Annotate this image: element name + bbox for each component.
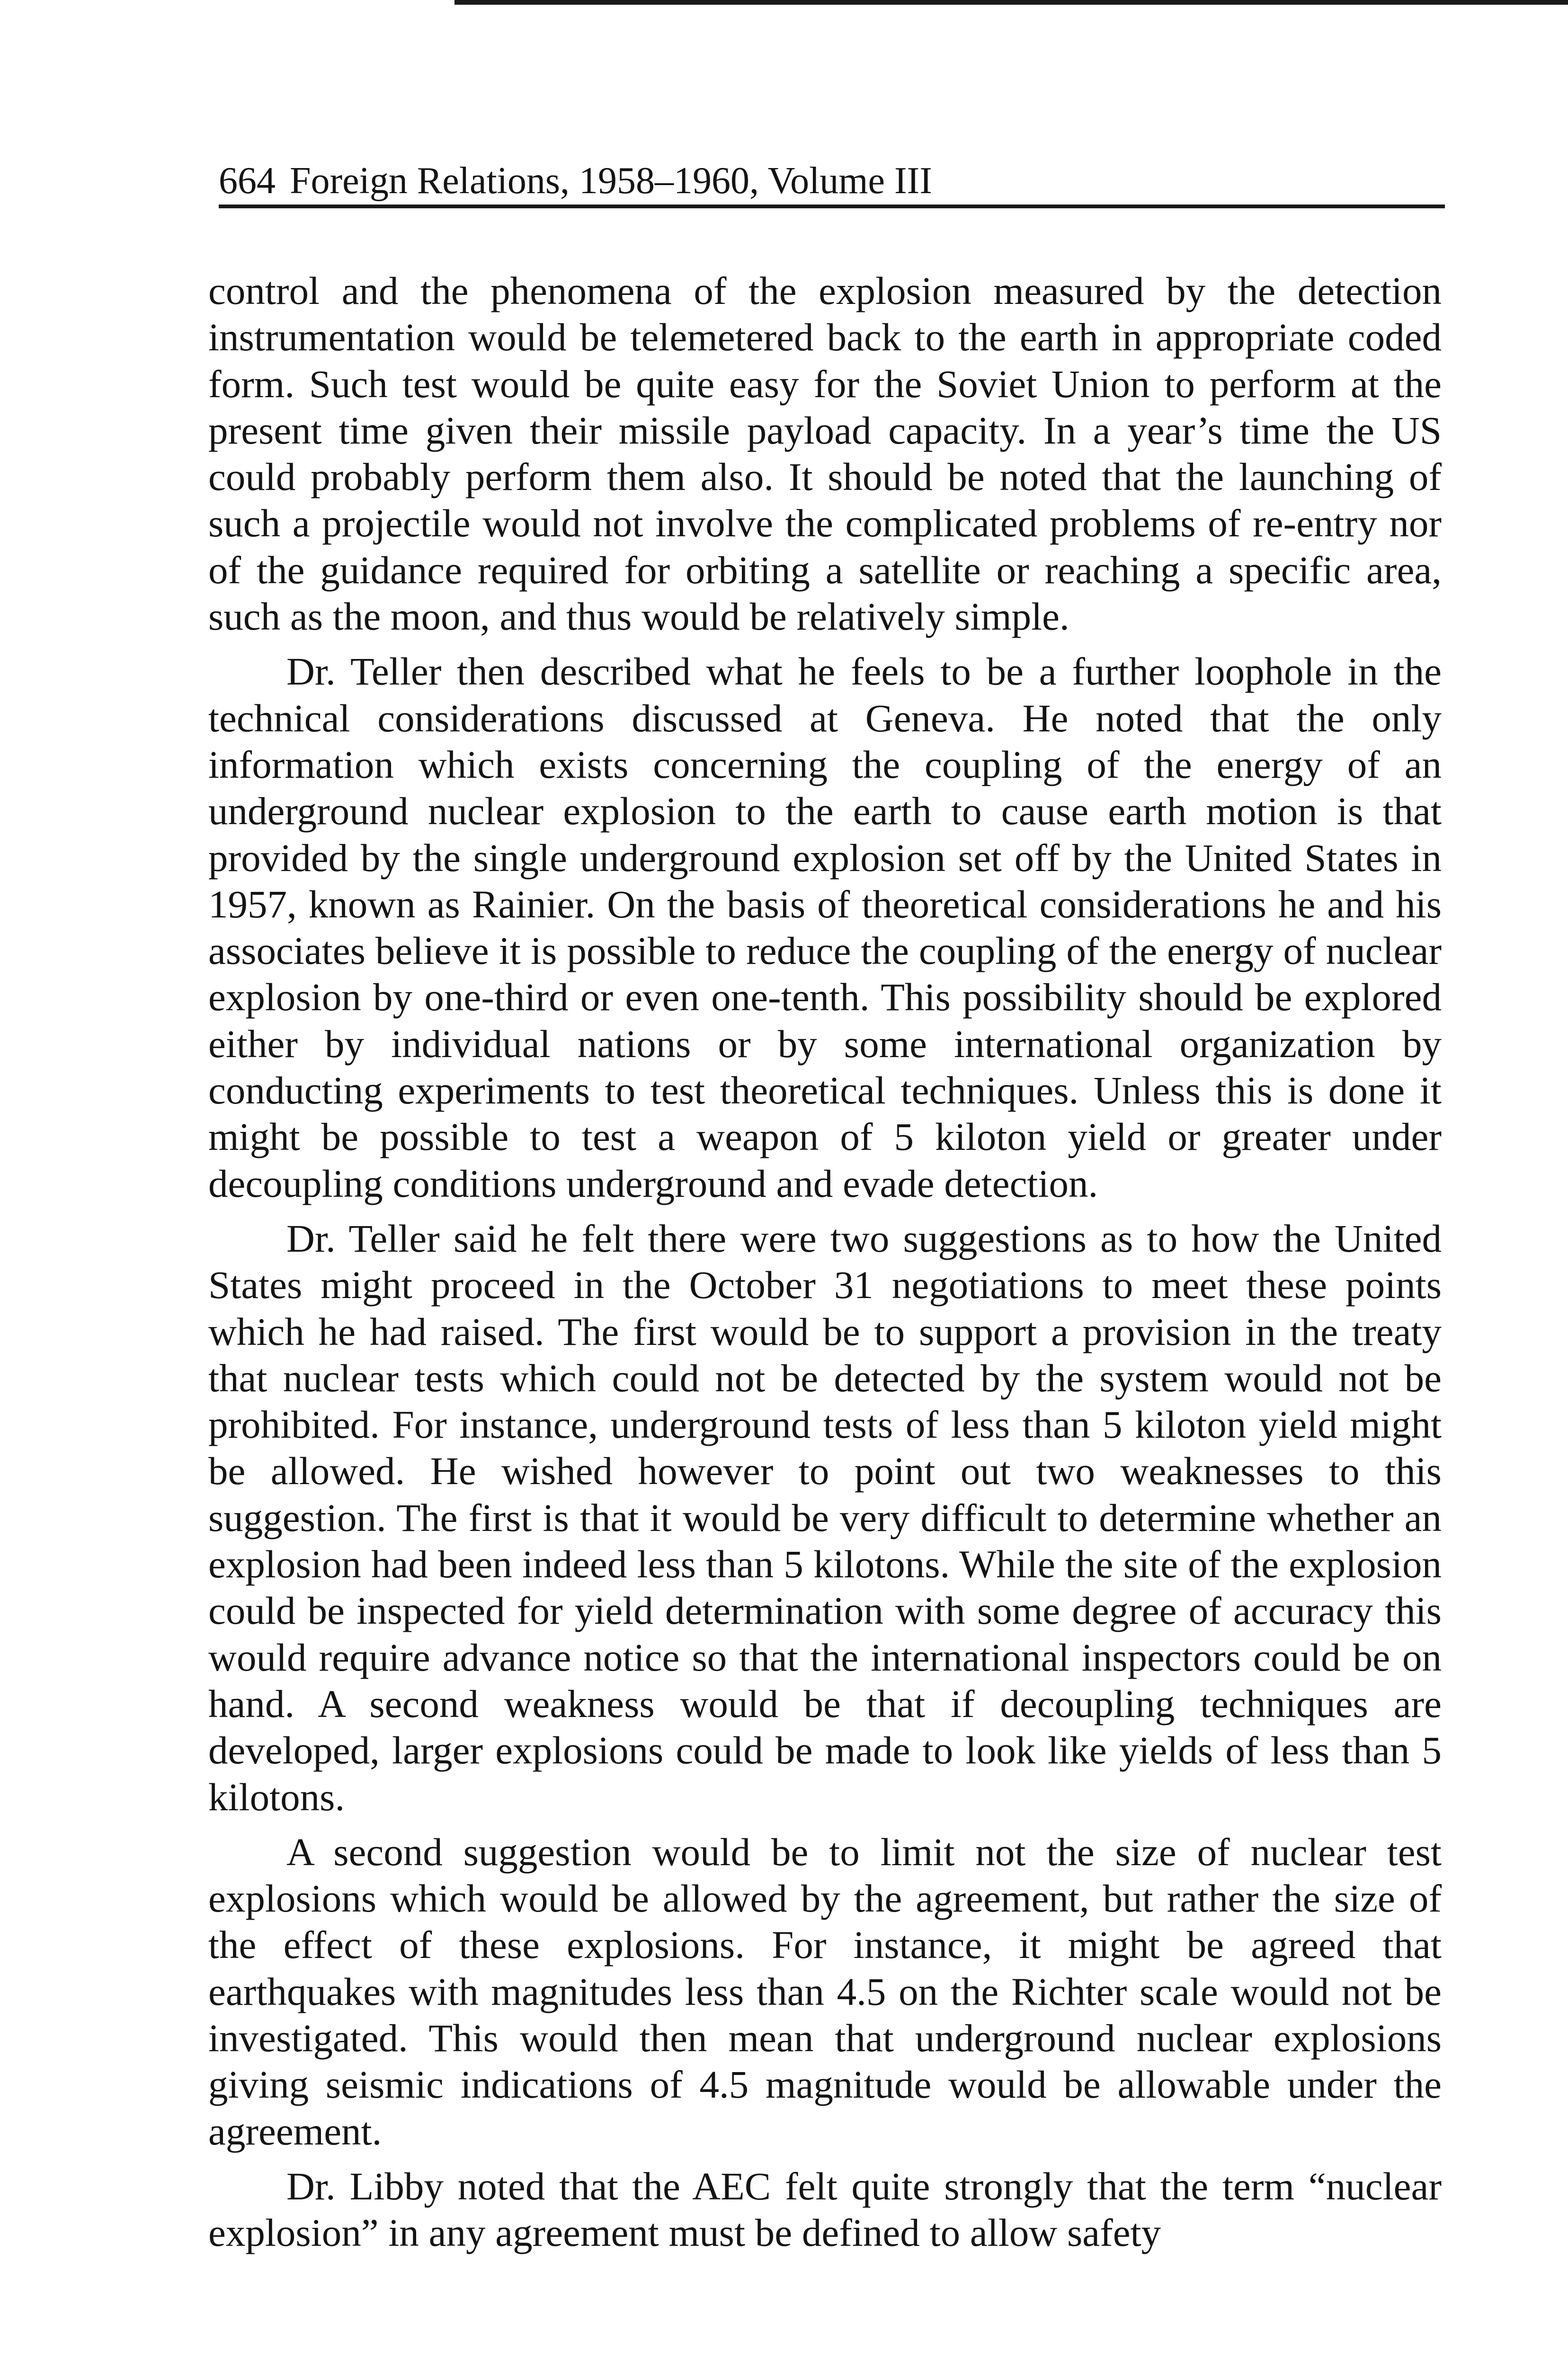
paragraph: A second suggestion would be to limit not the size of nuclear test explosions which would be allowed by the agreement, but rather the size of the effect of these explosions. For instance, it might be agreed that earthquakes with magnitudes less than 4.5 on the Richter scale would not be investigated. This would then mean that underground nuclear explosions giving seismic indications of 4.5 magnitude would be allowable under the agreement.: [208, 1830, 1442, 2153]
header-rule: [219, 205, 1445, 208]
paragraph-continued: control and the phenomena of the explosion measured by the detection instrumentation would be telemetered back to the earth in appropriate coded form. Such test would be quite easy for the Soviet Union to perform at the present time given their missile payload capacity. In a year’s time the US could probably perform them also. It should be noted that the launching of such a projectile would not involve the complicated problems of re-entry nor of the guidance required for orbiting a satellite or reaching a specific area, such as the moon, and thus would be relatively simple.: [208, 269, 1442, 639]
paragraph: Dr. Teller then described what he feels to be a further loophole in the technical considerations discussed at Geneva. He noted that the only information which exists concerning the coupling of the energy of an underground nuclear explosion to the earth to cause earth motion is that provided by the single underground explosion set off by the United States in 1957, known as Rainier. On the basis of theoretical considerations he and his associates believe it is possible to reduce the coupling of the energy of nuclear explosion by one-third or even one-tenth. This possibility should be explored either by individual nations or by some international organization by conducting experiments to test theoretical techniques. Unless this is done it might be possible to test a weapon of 5 kiloton yield or greater under decoupling conditions underground and evade detection.: [208, 650, 1442, 1205]
paragraph: Dr. Teller said he felt there were two suggestions as to how the United States might proceed in the October 31 negotiations to meet these points which he had raised. The first would be to support a provision in the treaty that nuclear tests which could not be detected by the system would not be prohibited. For instance, underground tests of less than 5 kiloton yield might be allowed. He wished however to point out two weaknesses to this suggestion. The first is that it would be very difficult to determine whether an explosion had been indeed less than 5 kilotons. While the site of the explosion could be inspected for yield determination with some degree of accuracy this would require advance notice so that the international inspectors could be on hand. A second weakness would be that if decoupling techniques are developed, larger explosions could be made to look like yields of less than 5 kilotons.: [208, 1216, 1442, 1819]
header-text: [219, 162, 932, 200]
page-number: 664: [219, 160, 276, 202]
paragraph: Dr. Libby noted that the AEC felt quite strongly that the term “nuclear explosion” in any agreement must be defined to allow safety: [208, 2164, 1442, 2255]
running-title: Foreign Relations, 1958–1960, Volume III: [290, 160, 932, 202]
body-text: [208, 267, 1442, 2256]
page-top-edge: [454, 0, 1568, 5]
running-header: [219, 137, 1445, 208]
